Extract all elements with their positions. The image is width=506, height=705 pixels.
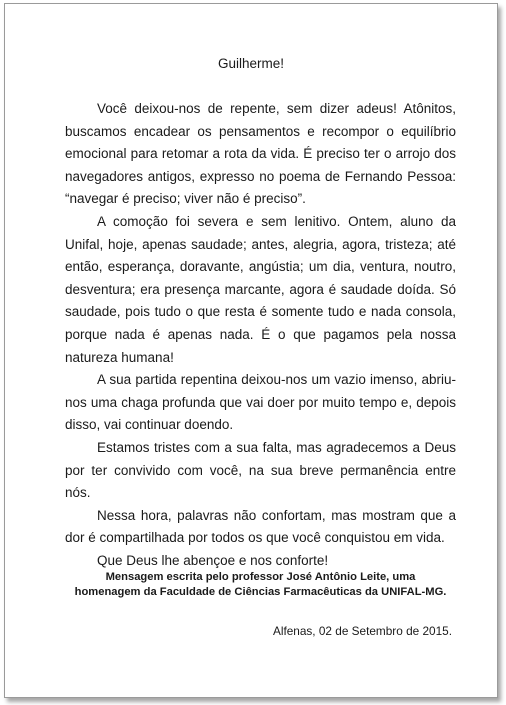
letter-page (4, 3, 498, 698)
paragraph: Estamos tristes com a sua falta, mas agradecemos a Deus por ter convivido com você, na sua breve permanência entre nós. (65, 439, 456, 501)
place-date: Alfenas, 02 de Setembro de 2015. (272, 624, 452, 638)
footnote-line: Mensagem escrita pelo professor José Antônio Leite, uma (105, 571, 416, 583)
paragraph: Que Deus lhe abençoe e nos conforte! (97, 552, 329, 568)
author-footnote (65, 570, 456, 599)
paragraph: Nessa hora, palavras não confortam, mas mostram que a dor é compartilhada por todos os que você conquistou em vida. (65, 507, 456, 546)
letter-greeting: Guilherme! (217, 56, 285, 71)
paragraph: A sua partida repentina deixou-nos um vazio imenso, abriu-nos uma chaga profunda que vai doer por muito tempo e, depois disso, vai continuar doendo. (65, 372, 456, 433)
paragraph: A comoção foi severa e sem lenitivo. Ontem, aluno da Unifal, hoje, apenas saudade; antes, alegria, agora, tristeza; até então, esperança, doravante, angústia; um dia, ventura, noutro, desventura; era presença marcante, agora é saudade doída. Só saudade, pois tudo o que resta é somente tudo e nada consola, porque nada é apenas nada. É o que pagamos pela nossa natureza humana! (65, 213, 456, 365)
paragraph: Você deixou-nos de repente, sem dizer adeus! Atônitos, buscamos encadear os pensamentos e recompor o equilíbrio emocional para retomar a rota da vida. É preciso ter o arrojo dos navegadores antigos, expresso no poema de Fernando Pessoa: “navegar é preciso; viver não é preciso”. (65, 101, 456, 207)
letter-body (65, 98, 456, 572)
footnote-line: homenagem da Faculdade de Ciências Farmacêuticas da UNIFAL-MG. (74, 585, 447, 598)
